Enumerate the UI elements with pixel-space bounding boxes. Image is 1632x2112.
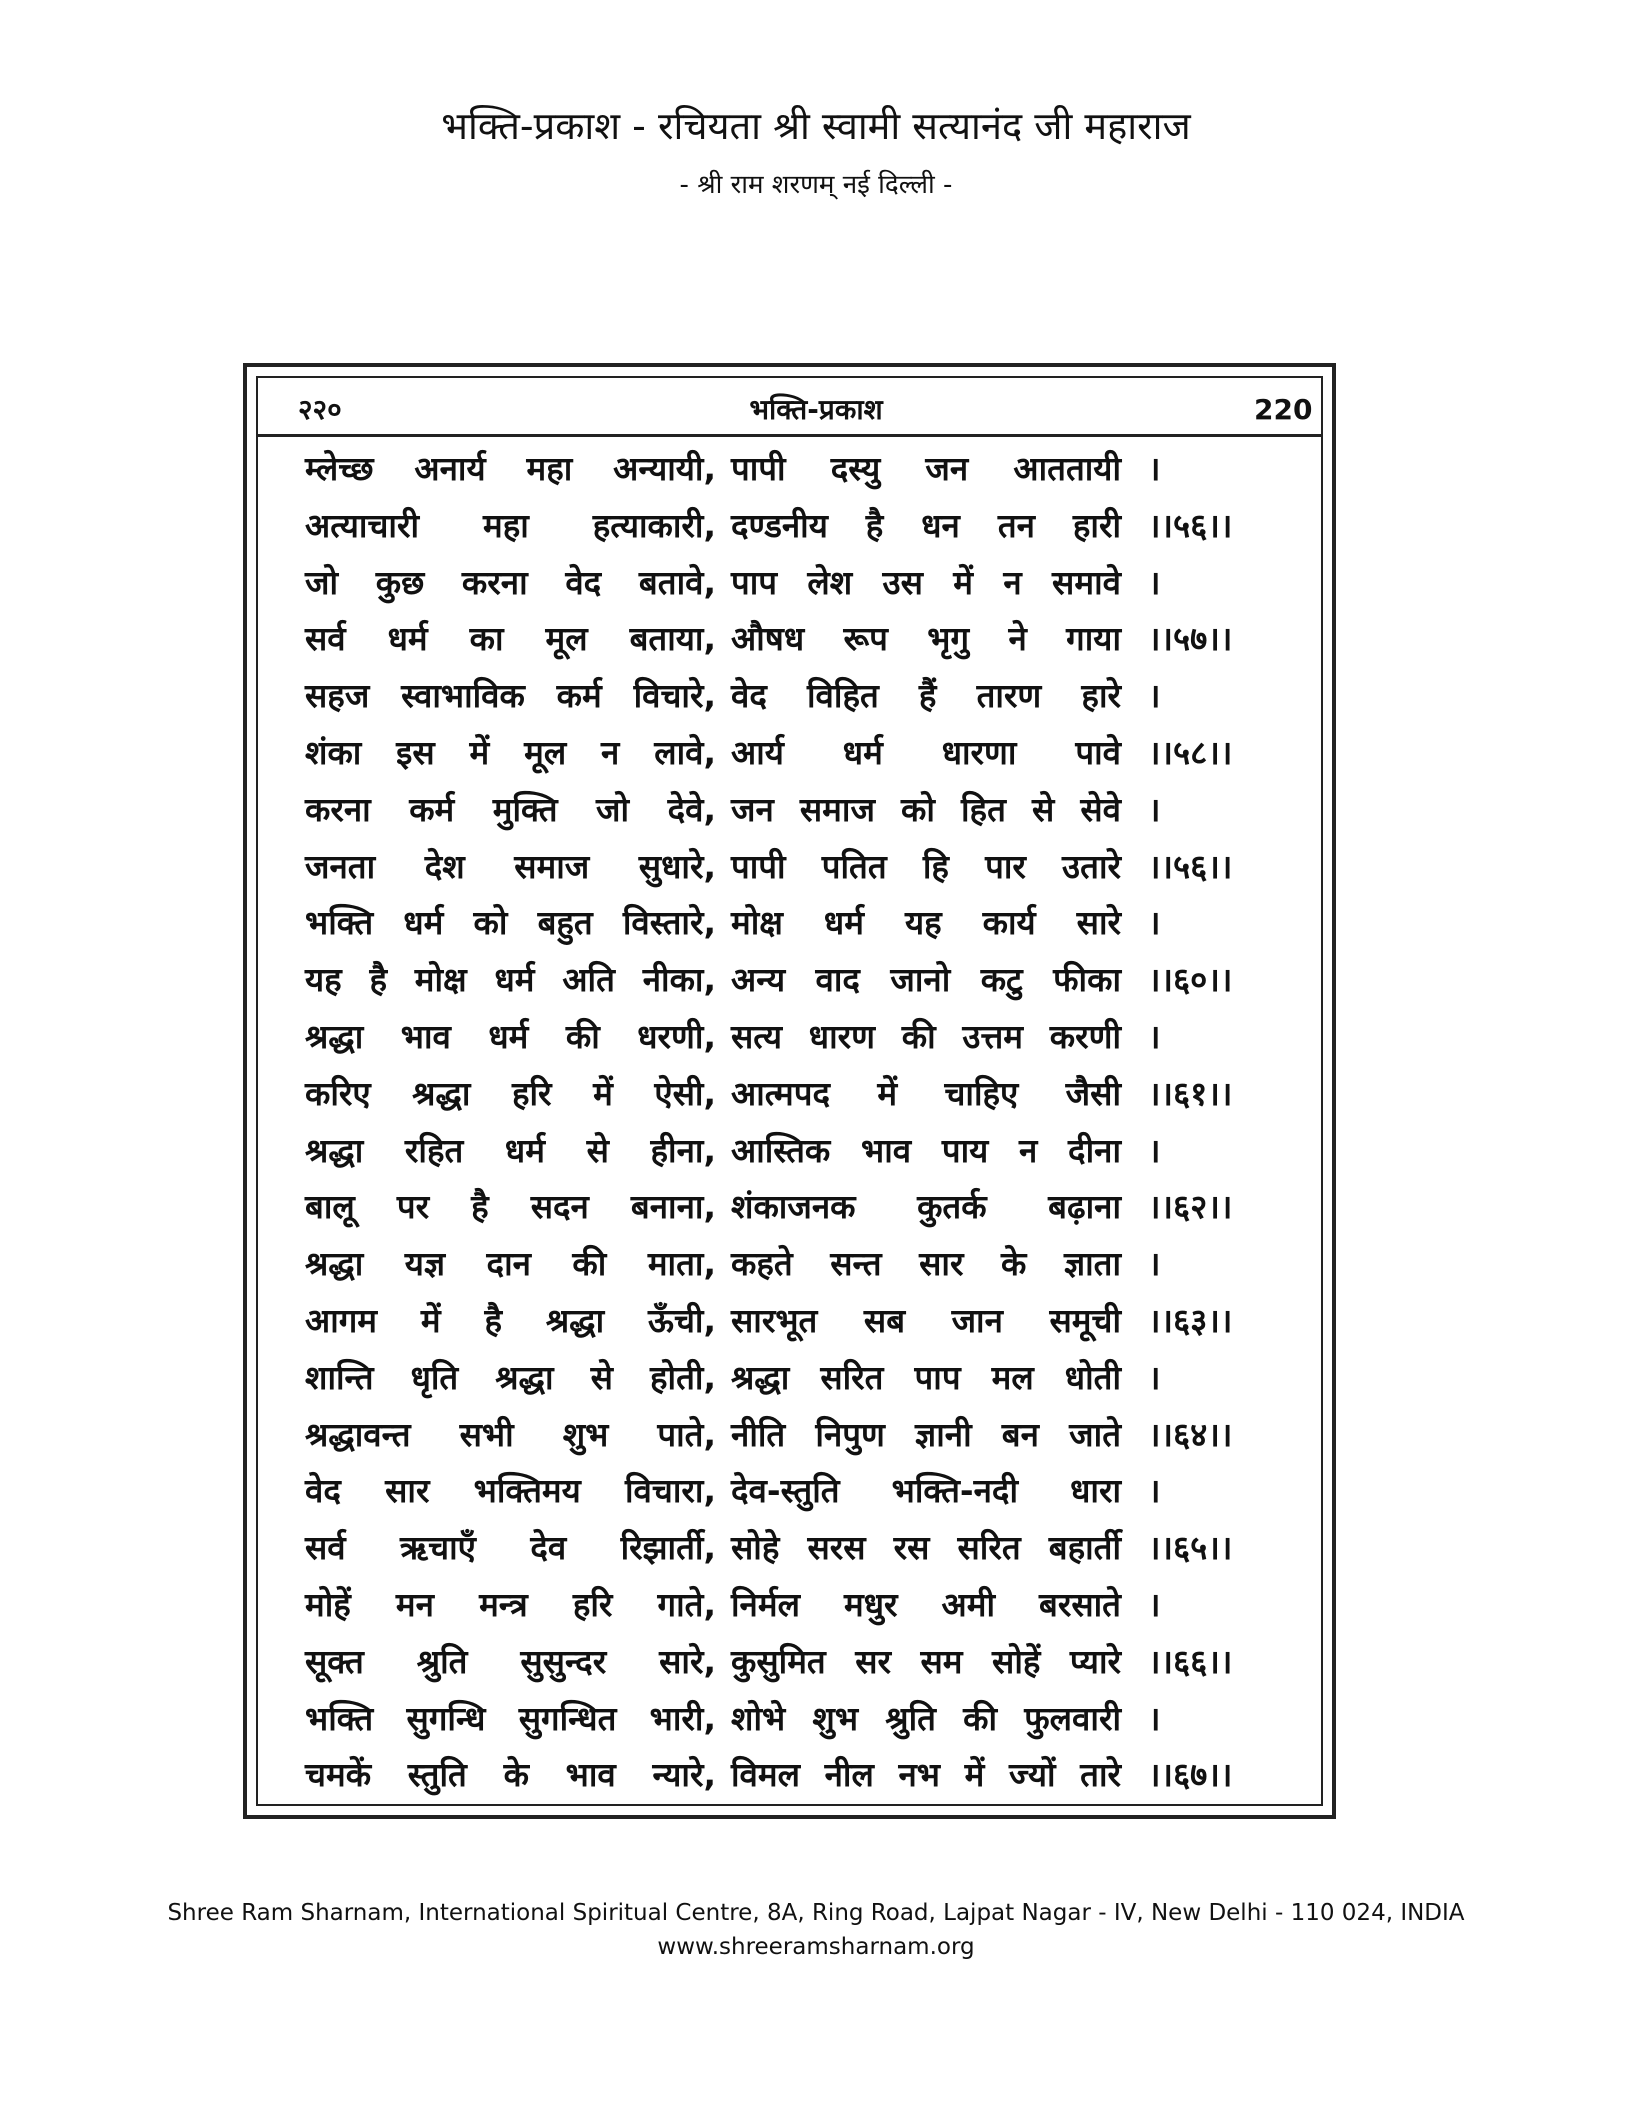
- verse-number: ।।५७।।: [1148, 619, 1233, 659]
- verse-line: [0, 725, 1632, 782]
- verse-right-half: कुसुमित सर सम सोहें प्यारे: [731, 1641, 1121, 1681]
- verse-right-half: मोक्ष धर्म यह कार्य सारे: [731, 903, 1121, 943]
- verse-left-half: यह है मोक्ष धर्म अति नीका,: [305, 960, 716, 1000]
- verse-line: [0, 895, 1632, 952]
- document-header-title: भक्ति-प्रकाश - रचियता श्री स्वामी सत्यानंद जी महाराज: [441, 104, 1191, 148]
- verse-right-half: विमल नील नभ में ज्यों तारे: [731, 1755, 1121, 1795]
- verse-number: ।: [1148, 789, 1161, 829]
- verse-number: ।: [1148, 562, 1161, 602]
- verse-right-half: सोहे सरस रस सरित बहार्ती: [731, 1528, 1121, 1568]
- verse-left-half: सर्व ऋचाएँ देव रिझार्ती,: [305, 1528, 716, 1568]
- verse-line: [0, 782, 1632, 839]
- verse-left-half: आगम में है श्रद्धा ऊँची,: [305, 1300, 716, 1340]
- verse-line: [0, 611, 1632, 668]
- verse-line: [0, 441, 1632, 498]
- document-header-subtitle: - श्री राम शरणम् नई दिल्ली -: [679, 170, 953, 200]
- header-rule: [258, 434, 1321, 437]
- verse-number: ।।६४।।: [1148, 1414, 1233, 1454]
- verse-number: ।: [1148, 1471, 1161, 1511]
- verse-number: ।।५८।।: [1148, 732, 1233, 772]
- verse-right-half: शोभे शुभ श्रुति की फुलवारी: [731, 1698, 1121, 1738]
- verse-line: [0, 498, 1632, 555]
- verse-left-half: सहज स्वाभाविक कर्म विचारे,: [305, 676, 716, 716]
- verse-number: ।: [1148, 1130, 1161, 1170]
- verse-left-half: शान्ति धृति श्रद्धा से होती,: [305, 1357, 716, 1397]
- verse-right-half: सत्य धारण की उत्तम करणी: [731, 1016, 1121, 1056]
- verse-right-half: पापी दस्यु जन आततायी: [731, 449, 1121, 488]
- verse-right-half: कहते सन्त सार के ज्ञाता: [731, 1244, 1121, 1284]
- verse-line: [0, 1463, 1632, 1520]
- verse-number: ।: [1148, 1357, 1161, 1397]
- verse-number: ।।६३।।: [1148, 1300, 1233, 1340]
- verse-right-half: शंकाजनक कुतर्क बढ़ाना: [731, 1187, 1121, 1227]
- verse-left-half: सर्व धर्म का मूल बताया,: [305, 619, 716, 659]
- verse-right-half: आस्तिक भाव पाय न दीना: [731, 1130, 1121, 1170]
- verse-number: ।: [1148, 903, 1161, 943]
- verse-number: ।: [1148, 1016, 1161, 1056]
- verse-line: [0, 1179, 1632, 1236]
- verse-left-half: चमकें स्तुति के भाव न्यारे,: [305, 1755, 716, 1795]
- verse-right-half: श्रद्धा सरित पाप मल धोती: [731, 1357, 1121, 1397]
- verse-number: ।: [1148, 1584, 1161, 1624]
- verse-number: ।।५६।।: [1148, 846, 1233, 886]
- verse-number: ।।६१।।: [1148, 1073, 1233, 1113]
- verse-left-half: मोहें मन मन्त्र हरि गाते,: [305, 1584, 716, 1624]
- verse-line: [0, 1634, 1632, 1691]
- verse-left-half: सूक्त श्रुति सुसुन्दर सारे,: [305, 1641, 716, 1681]
- verse-left-half: वेद सार भक्तिमय विचारा,: [305, 1471, 716, 1511]
- verse-number: ।।६७।।: [1148, 1755, 1233, 1795]
- verse-line: [0, 1293, 1632, 1350]
- verse-line: [0, 952, 1632, 1009]
- verse-right-half: आत्मपद में चाहिए जैसी: [731, 1073, 1121, 1113]
- verse-line: [0, 1407, 1632, 1464]
- verse-line: [0, 1747, 1632, 1804]
- verse-right-half: देव-स्तुति भक्ति-नदी धारा: [731, 1471, 1121, 1511]
- verse-left-half: बालू पर है सदन बनाना,: [305, 1187, 716, 1227]
- footer-website: www.shreeramsharnam.org: [657, 1934, 975, 1960]
- verse-left-half: अत्याचारी महा हत्याकारी,: [305, 505, 716, 545]
- verse-list: [0, 441, 1632, 1804]
- verse-line: [0, 839, 1632, 896]
- verse-line: [0, 1066, 1632, 1123]
- verse-line: [0, 555, 1632, 612]
- verse-line: [0, 1577, 1632, 1634]
- verse-left-half: भक्ति सुगन्धि सुगन्धित भारी,: [305, 1698, 716, 1738]
- page-number: 220: [1254, 393, 1313, 426]
- running-title: भक्ति-प्रकाश: [749, 393, 883, 426]
- verse-left-half: श्रद्धा यज्ञ दान की माता,: [305, 1244, 716, 1284]
- verse-line: [0, 1123, 1632, 1180]
- verse-line: [0, 1009, 1632, 1066]
- verse-left-half: श्रद्धा भाव धर्म की धरणी,: [305, 1016, 716, 1056]
- verse-left-half: शंका इस में मूल न लावे,: [305, 732, 716, 772]
- verse-number: ।।६५।।: [1148, 1528, 1233, 1568]
- verse-left-half: करना कर्म मुक्ति जो देवे,: [305, 789, 716, 829]
- verse-right-half: निर्मल मधुर अमी बरसाते: [731, 1584, 1121, 1624]
- verse-number: ।।६२।।: [1148, 1187, 1233, 1227]
- verse-number: ।: [1148, 1698, 1161, 1738]
- page-number-devanagari: २२०: [298, 393, 342, 426]
- verse-right-half: पापी पतित हि पार उतारे: [731, 846, 1121, 886]
- verse-right-half: पाप लेश उस में न समावे: [731, 562, 1121, 602]
- verse-left-half: जनता देश समाज सुधारे,: [305, 846, 716, 886]
- verse-number: ।: [1148, 676, 1161, 716]
- verse-line: [0, 1691, 1632, 1748]
- verse-right-half: जन समाज को हित से सेवे: [731, 789, 1121, 829]
- verse-right-half: औषध रूप भृगु ने गाया: [731, 619, 1121, 659]
- verse-number: ।।६६।।: [1148, 1641, 1233, 1681]
- verse-right-half: आर्य धर्म धारणा पावे: [731, 732, 1121, 772]
- verse-line: [0, 668, 1632, 725]
- verse-right-half: वेद विहित हैं तारण हारे: [731, 676, 1121, 716]
- footer-address: Shree Ram Sharnam, International Spiritual Centre, 8A, Ring Road, Lajpat Nagar - IV, New Delhi - 110 024, INDIA: [167, 1900, 1465, 1926]
- verse-line: [0, 1520, 1632, 1577]
- verse-right-half: सारभूत सब जान समूची: [731, 1300, 1121, 1340]
- verse-right-half: नीति निपुण ज्ञानी बन जाते: [731, 1414, 1121, 1454]
- verse-number: ।।५६।।: [1148, 505, 1233, 545]
- verse-left-half: भक्ति धर्म को बहुत विस्तारे,: [305, 903, 716, 943]
- verse-line: [0, 1236, 1632, 1293]
- verse-number: ।।६०।।: [1148, 960, 1233, 1000]
- verse-right-half: अन्य वाद जानो कटु फीका: [731, 960, 1121, 1000]
- verse-left-half: श्रद्धावन्त सभी शुभ पाते,: [305, 1414, 716, 1454]
- verse-number: ।: [1148, 449, 1161, 488]
- verse-left-half: करिए श्रद्धा हरि में ऐसी,: [305, 1073, 716, 1113]
- verse-left-half: श्रद्धा रहित धर्म से हीना,: [305, 1130, 716, 1170]
- verse-left-half: म्लेच्छ अनार्य महा अन्यायी,: [305, 449, 716, 488]
- verse-line: [0, 1350, 1632, 1407]
- verse-number: ।: [1148, 1244, 1161, 1284]
- verse-right-half: दण्डनीय है धन तन हारी: [731, 505, 1121, 545]
- verse-left-half: जो कुछ करना वेद बतावे,: [305, 562, 716, 602]
